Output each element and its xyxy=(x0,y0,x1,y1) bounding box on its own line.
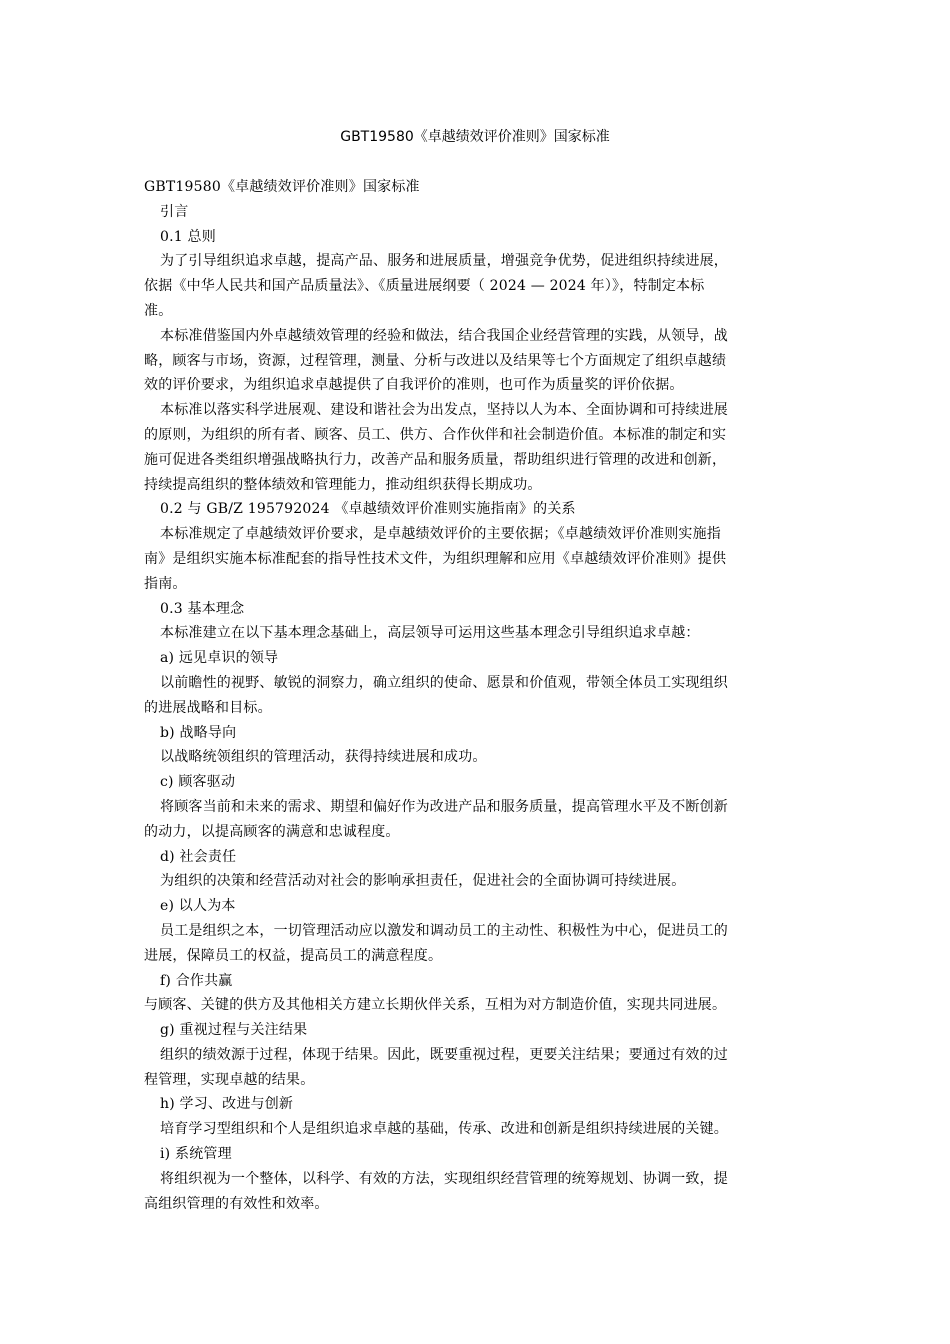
paragraph-line: 本标准规定了卓越绩效评价要求，是卓越绩效评价的主要依据；《卓越绩效评价准则实施指 xyxy=(160,526,721,543)
paragraph-line: 略，顾客与市场，资源，过程管理，测量、分析与改进以及结果等七个方面规定了组织卓越绩 xyxy=(144,352,727,369)
list-item-heading: e) 以人为本 xyxy=(160,898,236,915)
paragraph-line: 依据《中华人民共和国产品质量法》、《质量进展纲要（ 2024 — 2024 年）》，特制定本标 xyxy=(144,278,705,295)
paragraph-line: 的进展战略和目标。 xyxy=(144,699,272,716)
section-heading: 0.2 与 GB/Z 195792024 《卓越绩效评价准则实施指南》的关系 xyxy=(160,501,576,518)
paragraph-line: 将组织视为一个整体，以科学、有效的方法，实现组织经营管理的统筹规划、协调一致，提 xyxy=(160,1170,728,1187)
paragraph-line: 组织的绩效源于过程，体现于结果。因此，既要重视过程，更要关注结果；要通过有效的过 xyxy=(160,1046,728,1063)
paragraph-line: 的原则，为组织的所有者、顾客、员工、供方、合作伙伴和社会制造价值。本标准的制定和实 xyxy=(144,426,727,443)
paragraph-line: 高组织管理的有效性和效率。 xyxy=(144,1195,329,1212)
list-item-heading: a) 远见卓识的领导 xyxy=(160,650,279,667)
paragraph-line: 培育学习型组织和个人是组织追求卓越的基础，传承、改进和创新是组织持续进展的关键。 xyxy=(160,1121,728,1138)
list-item-heading: i) 系统管理 xyxy=(160,1146,232,1163)
paragraph-line: 的动力，以提高顾客的满意和忠诚程度。 xyxy=(144,823,400,840)
paragraph-line: 准。 xyxy=(144,302,173,319)
list-item-heading: d) 社会责任 xyxy=(160,848,237,865)
section-heading: 引言 xyxy=(160,203,189,220)
paragraph-line: 本标准借鉴国内外卓越绩效管理的经验和做法，结合我国企业经营管理的实践，从领导，战 xyxy=(160,327,728,344)
list-item-heading: b) 战略导向 xyxy=(160,724,237,741)
paragraph-line: 员工是组织之本，一切管理活动应以激发和调动员工的主动性、积极性为中心，促进员工的 xyxy=(160,922,728,939)
paragraph-line: 施可促进各类组织增强战略执行力，改善产品和服务质量，帮助组织进行管理的改进和创新， xyxy=(144,451,727,468)
body-heading-line: GBT19580《卓越绩效评价准则》国家标准 xyxy=(144,179,420,195)
list-item-heading: g) 重视过程与关注结果 xyxy=(160,1022,308,1039)
list-item-heading: c) 顾客驱动 xyxy=(160,774,236,791)
paragraph-line: 南》是组织实施本标准配套的指导性技术文件，为组织理解和应用《卓越绩效评价准则》提供 xyxy=(144,550,727,567)
paragraph-line: 为组织的决策和经营活动对社会的影响承担责任，促进社会的全面协调可持续进展。 xyxy=(160,873,686,890)
paragraph-line: 本标准建立在以下基本理念基础上，高层领导可运用这些基本理念引导组织追求卓越： xyxy=(160,625,700,642)
document-body xyxy=(144,175,809,1216)
paragraph-line: 将顾客当前和未来的需求、期望和偏好作为改进产品和服务质量，提高管理水平及不断创新 xyxy=(160,798,728,815)
section-heading: 0.3 基本理念 xyxy=(160,600,245,617)
list-item-heading: h) 学习、改进与创新 xyxy=(160,1096,294,1113)
paragraph-line: 程管理，实现卓越的结果。 xyxy=(144,1071,315,1088)
list-item-heading: f) 合作共赢 xyxy=(160,972,233,989)
section-heading: 0.1 总则 xyxy=(160,228,216,245)
paragraph-line: 为了引导组织追求卓越，提高产品、服务和进展质量，增强竞争优势，促进组织持续进展， xyxy=(160,253,728,270)
paragraph-line: 进展，保障员工的权益，提高员工的满意程度。 xyxy=(144,947,443,964)
paragraph-line: 以前瞻性的视野、敏锐的洞察力，确立组织的使命、愿景和价值观，带领全体员工实现组织 xyxy=(160,674,728,691)
paragraph-line: 效的评价要求，为组织追求卓越提供了自我评价的准则，也可作为质量奖的评价依据。 xyxy=(144,377,684,394)
paragraph-line: 以战略统领组织的管理活动，获得持续进展和成功。 xyxy=(160,749,487,766)
paragraph-line: 指南。 xyxy=(144,575,187,592)
paragraph-line: 持续提高组织的整体绩效和管理能力，推动组织获得长期成功。 xyxy=(144,476,542,493)
paragraph-line: 本标准以落实科学进展观、建设和谐社会为出发点，坚持以人为本、全面协调和可持续进展 xyxy=(160,402,728,419)
document-title: GBT19580《卓越绩效评价准则》国家标准 xyxy=(340,129,610,145)
paragraph-line: 与顾客、关键的供方及其他相关方建立长期伙伴关系，互相为对方制造价值，实现共同进展。 xyxy=(144,997,727,1014)
